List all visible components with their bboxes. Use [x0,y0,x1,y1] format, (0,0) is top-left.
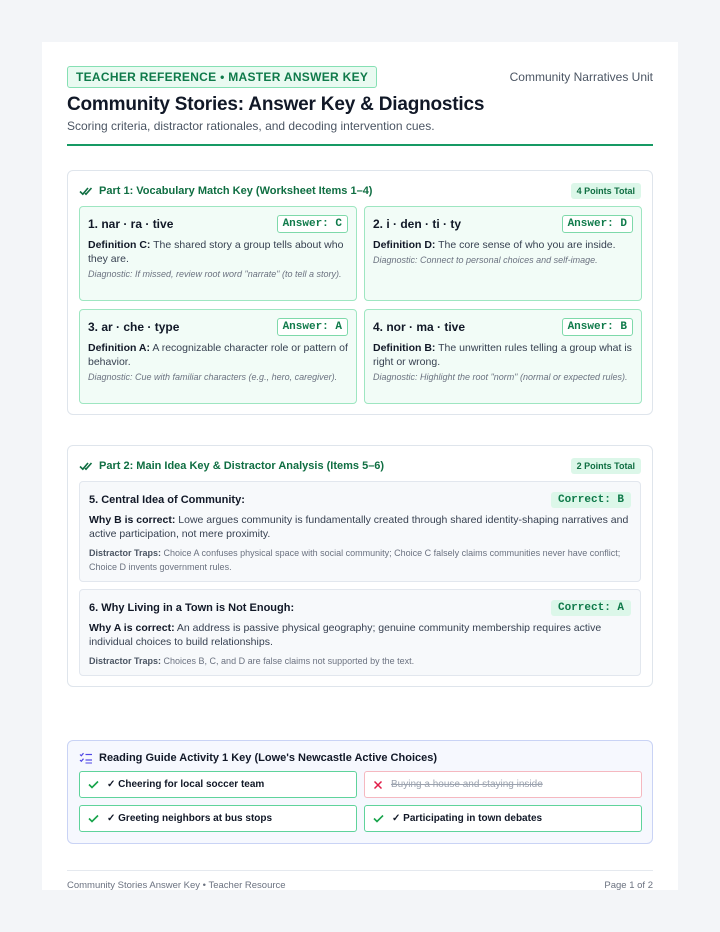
part2-title: Part 2: Main Idea Key & Distractor Analysis (Items 5–6) [99,460,385,472]
vocab-definition: Definition D: The core sense of who you are inside. [373,239,616,251]
vocab-word: 1. nar · ra · tive [88,217,174,231]
vocab-card [364,206,642,301]
part1-title: Part 1: Vocabulary Match Key (Worksheet Items 1–4) [99,185,373,197]
page-subtitle: Scoring criteria, distractor rationales, and decoding intervention cues. [67,119,435,133]
guide-item-text: ✓ Participating in town debates [392,813,543,824]
page-content [67,67,653,891]
vocab-diagnostic: Diagnostic: If missed, review root word "narrate" (to tell a story). [88,269,342,279]
guide-item [364,805,642,832]
guide-item-text: Buying a house and staying inside [391,779,543,790]
question-card [79,589,641,676]
guide-item [79,805,357,832]
part2-header [79,458,641,474]
header-bar [67,67,653,87]
answer-badge: Answer: A [277,318,348,336]
vocab-diagnostic: Diagnostic: Cue with familiar characters (e.g., hero, caregiver). [88,372,338,382]
double-check-icon [79,461,93,471]
footer-left: Community Stories Answer Key • Teacher Resource [67,880,286,891]
why-correct: Why B is correct: Lowe argues community is fundamentally created through shared identity-shaping narratives and active participation, not mere proximity. [89,514,629,540]
answer-badge: Answer: C [277,215,348,233]
vocab-definition: Definition C: The shared story a group tells about who they are. [88,239,344,265]
check-icon [88,814,99,823]
page-footer [67,870,653,891]
part1-points-badge: 4 Points Total [571,183,641,199]
vocab-diagnostic: Diagnostic: Highlight the root "norm" (normal or expected rules). [373,372,628,382]
part1-header [79,183,641,199]
check-icon [373,814,384,823]
check-icon [88,780,99,789]
header-divider [67,144,653,146]
vocab-card [364,309,642,404]
part2-section [67,445,653,687]
distractor-traps: Distractor Traps: Choice A confuses physical space with social community; Choice C falsely claims communities never have conflict; Choice D invents government rules. [89,548,621,572]
answer-badge: Answer: D [562,215,633,233]
vocab-diagnostic: Diagnostic: Connect to personal choices and self-image. [373,255,598,265]
distractor-traps: Distractor Traps: Choices B, C, and D are false claims not supported by the text. [89,656,415,666]
vocab-card [79,206,357,301]
page-number: Page 1 of 2 [604,880,653,891]
checklist-icon [79,752,93,764]
reading-guide-section [67,740,653,844]
correct-badge: Correct: A [551,600,631,616]
page-title: Community Stories: Answer Key & Diagnostics [67,94,485,115]
vocab-definition: Definition A: A recognizable character role or pattern of behavior. [88,342,348,368]
question-title: 5. Central Idea of Community: [89,494,245,506]
guide-item-text: ✓ Greeting neighbors at bus stops [107,813,273,824]
vocab-definition: Definition B: The unwritten rules telling a group what is right or wrong. [373,342,632,368]
question-title: 6. Why Living in a Town is Not Enough: [89,602,295,614]
vocab-word: 3. ar · che · type [88,320,180,334]
x-icon [373,780,383,790]
unit-label: Community Narratives Unit [509,70,653,84]
correct-badge: Correct: B [551,492,631,508]
guide-item-text: ✓ Cheering for local soccer team [107,779,265,790]
answer-badge: Answer: B [562,318,633,336]
part2-points-badge: 2 Points Total [571,458,641,474]
double-check-icon [79,186,93,196]
why-correct: Why A is correct: An address is passive physical geography; genuine community membership requires active individual choices to build relationships. [89,622,602,648]
question-card [79,481,641,582]
teacher-reference-tag: TEACHER REFERENCE • MASTER ANSWER KEY [67,66,377,88]
guide-item [364,771,642,798]
guide-item [79,771,357,798]
answer-key-page [42,42,678,890]
guide-title: Reading Guide Activity 1 Key (Lowe's Newcastle Active Choices) [99,752,438,764]
vocab-word: 2. i · den · ti · ty [373,217,462,231]
part1-section [67,170,653,415]
vocab-word: 4. nor · ma · tive [373,320,466,334]
vocab-card [79,309,357,404]
